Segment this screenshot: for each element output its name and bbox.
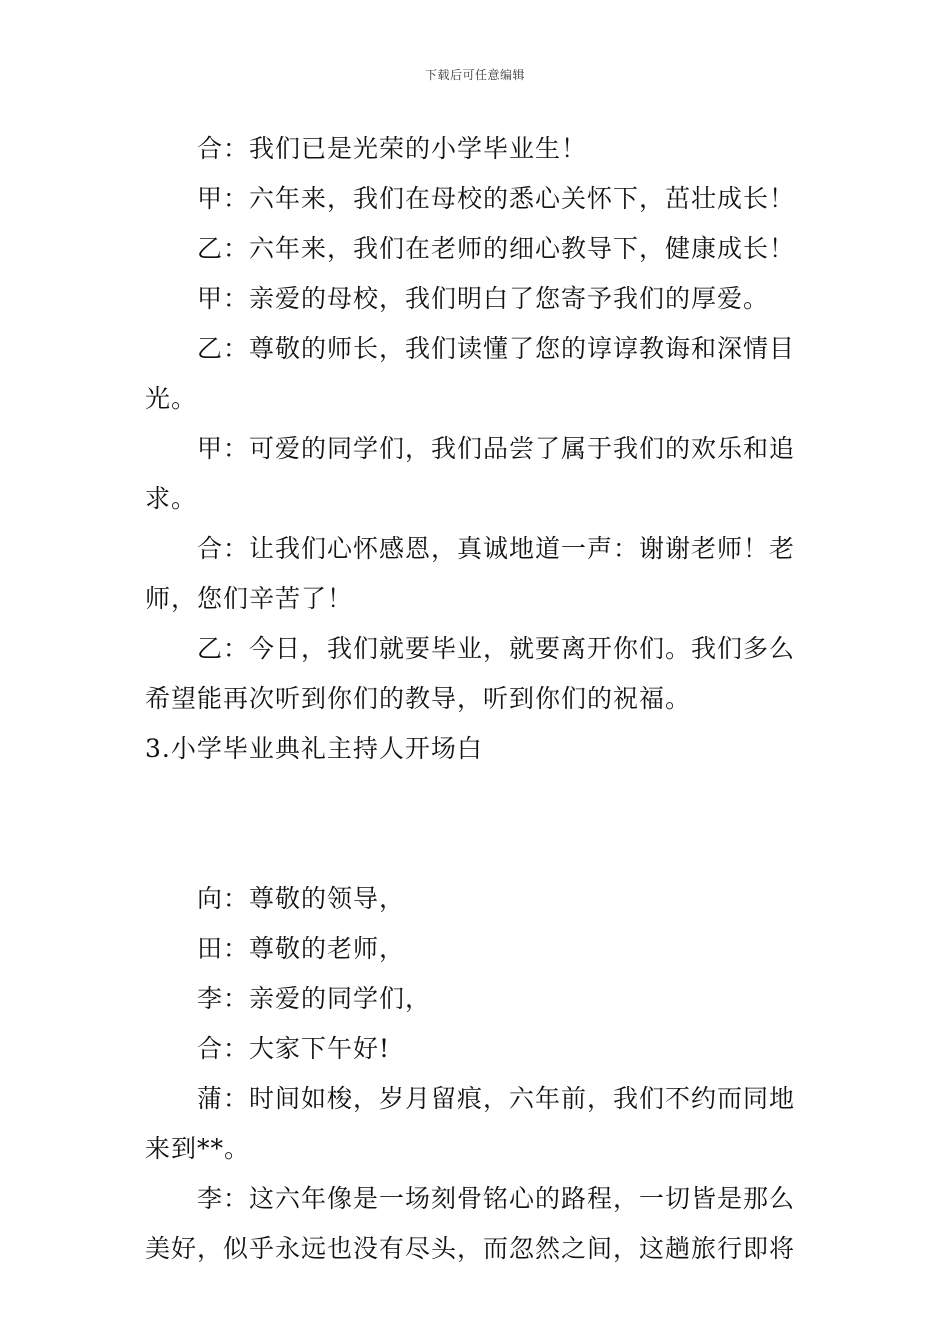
paragraph: 合：大家下午好! [197,1034,391,1063]
paragraph: 田：尊敬的老师， [197,934,406,963]
paragraph: 乙：六年来，我们在老师的细心教导下，健康成长！ [197,234,796,263]
section-title: 3.小学毕业典礼主持人开场白 [145,734,483,763]
paragraph: 合：让我们心怀感恩，真诚地道一声：谢谢老师！老师，您们辛苦了！ [145,534,796,613]
paragraph: 蒲：时间如梭，岁月留痕，六年前，我们不约而同地来到**。 [145,1084,796,1163]
paragraph: 李：亲爱的同学们， [197,984,432,1013]
blank-space [145,774,809,874]
paragraph: 甲：可爱的同学们，我们品尝了属于我们的欢乐和追求。 [145,434,796,513]
paragraph: 乙：尊敬的师长，我们读懂了您的谆谆教诲和深情目光。 [145,334,796,413]
page-header: 下载后可任意编辑 [424,68,525,82]
paragraph: 甲：亲爱的母校，我们明白了您寄予我们的厚爱。 [197,284,770,313]
paragraph: 甲：六年来，我们在母校的悉心关怀下，茁壮成长！ [197,184,796,213]
document-body [145,124,809,1274]
paragraph: 乙：今日，我们就要毕业，就要离开你们。我们多么希望能再次听到你们的教导，听到你们的祝福。 [145,634,796,713]
paragraph: 李：这六年像是一场刻骨铭心的路程，一切皆是那么美好，似乎永远也没有尽头，而忽然之间，这趟旅行即将 [145,1184,796,1263]
paragraph: 向：尊敬的领导， [197,884,406,913]
paragraph: 合：我们已是光荣的小学毕业生！ [197,134,588,163]
